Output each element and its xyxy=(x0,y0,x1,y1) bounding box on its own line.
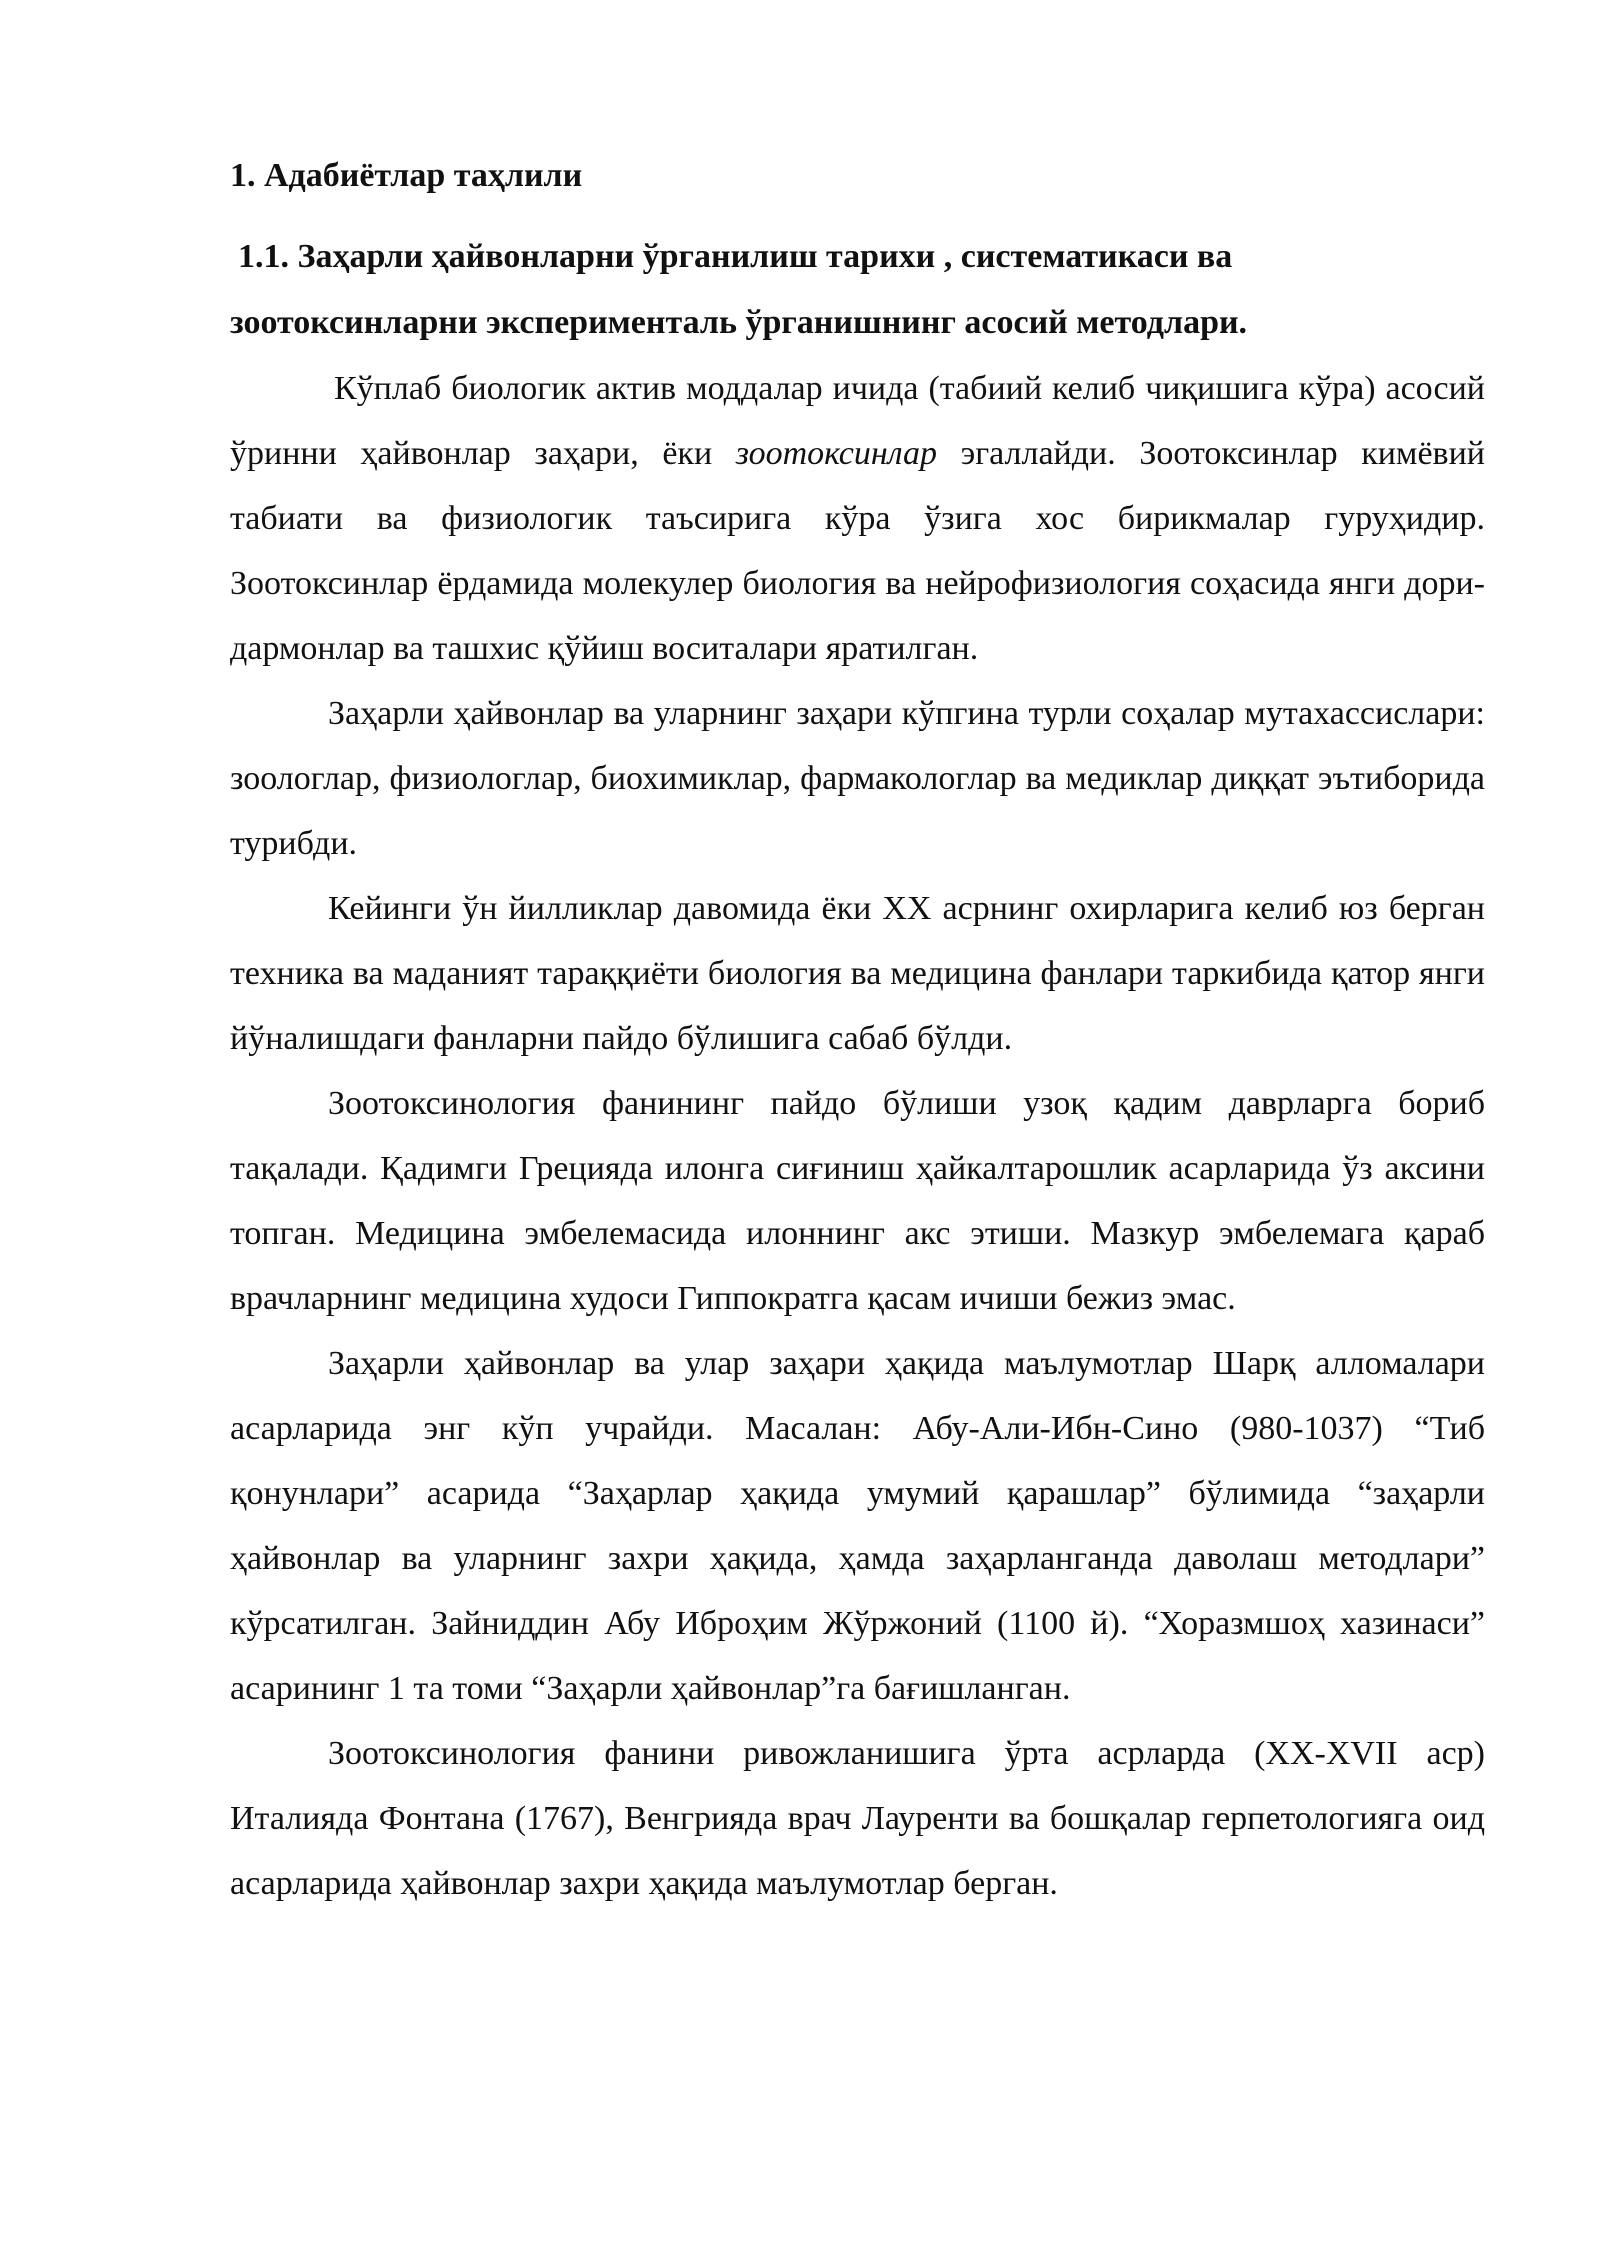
paragraph-5: Заҳарли ҳайвонлар ва улар заҳари ҳақида маълумотлар Шарқ алломалари асарларида энг кўп учрайди. Масалан: Абу-Али-Ибн-Сино (980-1037) “Тиб қонунлари” асарида “Заҳарлар ҳақида умумий қарашлар” бўлимида “заҳарли ҳайвонлар ва уларнинг захри ҳақида, ҳамда заҳарланганда даволаш методлари” кўрсатилган. Зайниддин Абу Иброҳим Жўржоний (1100 й). “Хоразмшоҳ хазинаси” асарининг 1 та томи “Заҳарли ҳайвонлар”га бағишланган. xyxy=(230,1345,1485,1707)
paragraph-3: Кейинги ўн йилликлар давомида ёки XX асрнинг охирларига келиб юз берган техника ва маданият тараққиёти биология ва медицина фанлари таркибида қатор янги йўналишдаги фанларни пайдо бўлишига сабаб бўлди. xyxy=(230,890,1485,1057)
section-heading: 1. Адабиётлар таҳлили xyxy=(230,157,583,194)
subsection-heading-line-2: зоотоксинларни эксперименталь ўрганишнинг асосий методлари. xyxy=(230,304,1248,341)
paragraph-1 xyxy=(230,356,1485,681)
subsection-heading xyxy=(230,224,1485,356)
paragraph-6: Зоотоксинология фанини ривожланишига ўрта асрларда (XX-XVII аср) Италияда Фонтана (1767), Венгрияда врач Лауренти ва бошқалар герпетологияга оид асарларида ҳайвонлар захри ҳақида маълумотлар берган. xyxy=(230,1735,1485,1902)
paragraph-1-text-a: Кўплаб биологик актив моддалар ичида (табиий келиб чиқишига кўра) асосий ўринни ҳайвонлар заҳари, ёки xyxy=(230,370,1485,472)
paragraph-4: Зоотоксинология фанининг пайдо бўлиши узоқ қадим даврларга бориб тақалади. Қадимги Грецияда илонга сиғиниш ҳайкалтарошлик асарларида ўз аксини топган. Медицина эмбелемасида илоннинг акс этиши. Мазкур эмбелемага қараб врачларнинг медицина худоси Гиппократга қасам ичиши бежиз эмас. xyxy=(230,1085,1485,1317)
paragraph-1-italic-term: зоотоксинлар xyxy=(735,435,937,472)
paragraph-2: Заҳарли ҳайвонлар ва уларнинг заҳари кўпгина турли соҳалар мутахассислари: зоологлар, физиологлар, биохимиклар, фармакологлар ва медиклар диққат эътиборида турибди. xyxy=(230,695,1485,862)
document-page xyxy=(230,150,1485,1916)
paragraph-1-text-b: эгаллайди. Зоотоксинлар кимёвий табиати ва физиологик таъсирига кўра ўзига хос бирикмалар гуруҳидир. Зоотоксинлар ёрдамида молекулер биология ва нейрофизиология соҳасида янги дори-дармонлар ва ташхис қўйиш воситалари яратилган. xyxy=(230,435,1485,667)
subsection-heading-line-1: 1.1. Заҳарли ҳайвонларни ўрганилиш тарихи , систематикаси ва xyxy=(238,238,1233,275)
